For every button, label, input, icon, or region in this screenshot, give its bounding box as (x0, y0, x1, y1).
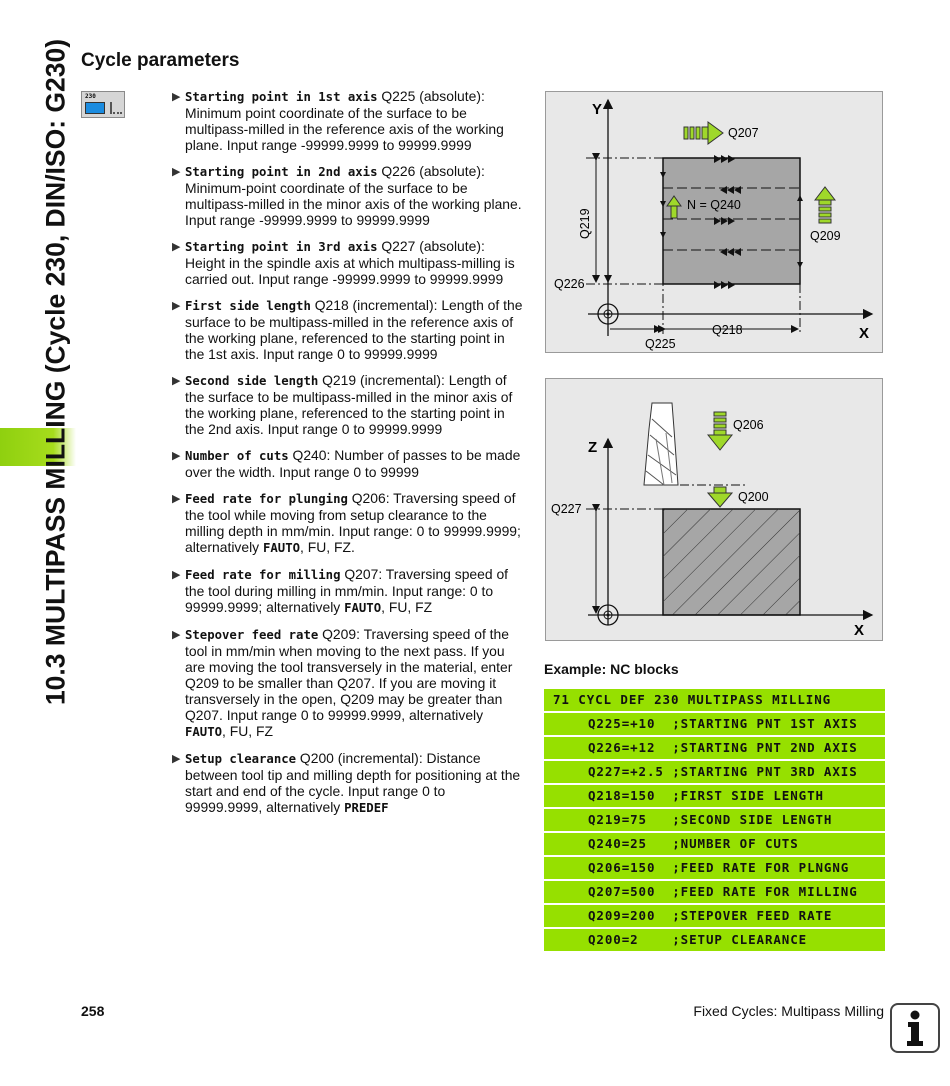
x-axis-label: X (859, 325, 870, 342)
param-text: Q209: Traversing speed of the tool in mm/min when moving to the next pass. If you are moving the tool transversely in the material, enter Q209 to be smaller than Q207. If you are moving it transversely in the open, Q209 may be greater than Q207. Input range 0 to 99999.9999, alternatively (185, 626, 513, 723)
nc-block-line: Q207=500 ;FEED RATE FOR MILLING (544, 881, 885, 903)
param-text: Q219 (incremental): Length of the surface to be multipass-milled in the minor axis of the working plane, referenced to the starting point in the 2nd axis. Input range 0 to 99999.9999 (185, 372, 513, 437)
nc-block-line: Q218=150 ;FIRST SIDE LENGTH (544, 785, 885, 807)
example-title: Example: NC blocks (544, 661, 679, 677)
q209-label: Q209 (810, 229, 841, 243)
plunge-arrow-q206-icon (708, 412, 732, 450)
nc-block-line: Q209=200 ;STEPOVER FEED RATE (544, 905, 885, 927)
bullet-triangle-icon: ▶ (172, 375, 181, 387)
param-name: Feed rate for milling (185, 568, 341, 582)
bullet-triangle-icon: ▶ (172, 450, 181, 462)
nc-block-line: Q200=2 ;SETUP CLEARANCE (544, 929, 885, 951)
param-name: Starting point in 3rd axis (185, 240, 378, 254)
bullet-triangle-icon: ▶ (172, 753, 181, 765)
keyword-predef: PREDEF (344, 801, 389, 815)
bullet-triangle-icon: ▶ (172, 569, 181, 581)
keyword-fauto: FAUTO (344, 601, 382, 615)
y-axis-label: Y (592, 101, 603, 118)
param-tail: , FU, FZ (381, 599, 433, 615)
nc-block-line: Q240=25 ;NUMBER OF CUTS (544, 833, 885, 855)
param-text: Q200 (incremental): Distance between tool tip and milling depth for positioning at the start and end of the cycle. Input range 0 to 99999.9999, alternatively (185, 750, 521, 815)
param-text: Q227 (absolute): Height in the spindle axis at which multipass-milling is carried out. Input range -99999.9999 to 99999.9999 (185, 238, 515, 287)
stepover-arrow-q209-icon (815, 187, 835, 223)
cycle-230-icon (81, 91, 125, 118)
param-q206 (172, 490, 524, 556)
param-name: Setup clearance (185, 752, 297, 766)
cycle-number-label: 230 (85, 93, 96, 100)
nc-block-line: Q225=+10 ;STARTING PNT 1ST AXIS (544, 713, 885, 735)
param-name: Stepover feed rate (185, 628, 319, 642)
parameter-list (172, 88, 524, 826)
info-icon (890, 1003, 940, 1053)
param-q219 (172, 372, 524, 437)
x-axis-label: X (854, 622, 865, 639)
figure-spindle-axis (545, 378, 883, 641)
nc-block-list (544, 689, 885, 953)
end-mill-icon (644, 403, 678, 485)
footer-chapter: Fixed Cycles: Multipass Milling (693, 1003, 884, 1019)
q218-label: Q218 (712, 323, 743, 337)
figure-working-plane (545, 91, 883, 353)
nc-block-line: Q219=75 ;SECOND SIDE LENGTH (544, 809, 885, 831)
q227-label: Q227 (551, 502, 582, 516)
q207-label: Q207 (728, 126, 759, 140)
param-text: Q240: Number of passes to be made over the width. Input range 0 to 99999 (185, 447, 521, 480)
param-name: Number of cuts (185, 449, 289, 463)
param-text: Q226 (absolute): Minimum-point coordinate of the surface to be multipass-milled in the minor axis of the working plane. Input range -99999.9999 to 99999.9999 (185, 163, 522, 228)
nc-block-line: Q227=+2.5 ;STARTING PNT 3RD AXIS (544, 761, 885, 783)
n-label: N = Q240 (687, 198, 741, 212)
nc-block-line: Q226=+12 ;STARTING PNT 2ND AXIS (544, 737, 885, 759)
nc-block-line: 71 CYCL DEF 230 MULTIPASS MILLING (544, 689, 885, 711)
page-number: 258 (81, 1003, 105, 1019)
bullet-triangle-icon: ▶ (172, 493, 181, 505)
param-tail: , FU, FZ (222, 723, 273, 739)
bullet-triangle-icon: ▶ (172, 629, 181, 641)
param-q225 (172, 88, 524, 153)
param-name: First side length (185, 299, 311, 313)
param-tail: , FU, FZ. (300, 539, 355, 555)
z-axis-label: Z (588, 439, 598, 456)
section-heading: Cycle parameters (81, 50, 240, 71)
param-text: Q218 (incremental): Length of the surface to be multipass-milled in the reference axis of the working plane, referenced to the starting point in the 1st axis. Input range 0 to 99999.9999 (185, 297, 523, 362)
keyword-fauto: FAUTO (262, 541, 301, 555)
bullet-triangle-icon: ▶ (172, 91, 181, 103)
param-name: Feed rate for plunging (185, 492, 348, 506)
bullet-triangle-icon: ▶ (172, 166, 181, 178)
param-name: Starting point in 2nd axis (185, 165, 378, 179)
chapter-title: 10.3 MULTIPASS MILLING (Cycle 230, DIN/ISO: G230) (40, 38, 71, 706)
q225-label: Q225 (645, 337, 676, 351)
q200-label: Q200 (738, 490, 769, 504)
param-q226 (172, 163, 524, 228)
param-text: Q207: Traversing speed of the tool during milling in mm/min. Input range: 0 to 99999.9999; alternatively (185, 566, 509, 615)
param-text: Q225 (absolute): Minimum point coordinate of the surface to be multipass-milled in the reference axis of the working plane. Input range -99999.9999 to 99999.9999 (185, 88, 504, 153)
q226-label: Q226 (554, 277, 585, 291)
feed-arrow-q207-icon (684, 122, 723, 144)
param-text: Q206: Traversing speed of the tool while moving from setup clearance to the milling depth in mm/min. Input range: 0 to 99999.9999; alternatively (185, 490, 521, 555)
nc-block-line: Q206=150 ;FEED RATE FOR PLNGNG (544, 857, 885, 879)
param-q218 (172, 297, 524, 362)
param-q227 (172, 238, 524, 287)
param-q200 (172, 750, 524, 816)
param-name: Second side length (185, 374, 319, 388)
param-q209 (172, 626, 524, 740)
param-q240 (172, 447, 524, 480)
keyword-fauto: FAUTO (185, 725, 223, 739)
q219-label: Q219 (578, 208, 592, 239)
clearance-arrow-q200-icon (708, 487, 732, 507)
q206-label: Q206 (733, 418, 764, 432)
param-q207 (172, 566, 524, 616)
param-name: Starting point in 1st axis (185, 90, 378, 104)
bullet-triangle-icon: ▶ (172, 300, 181, 312)
bullet-triangle-icon: ▶ (172, 241, 181, 253)
